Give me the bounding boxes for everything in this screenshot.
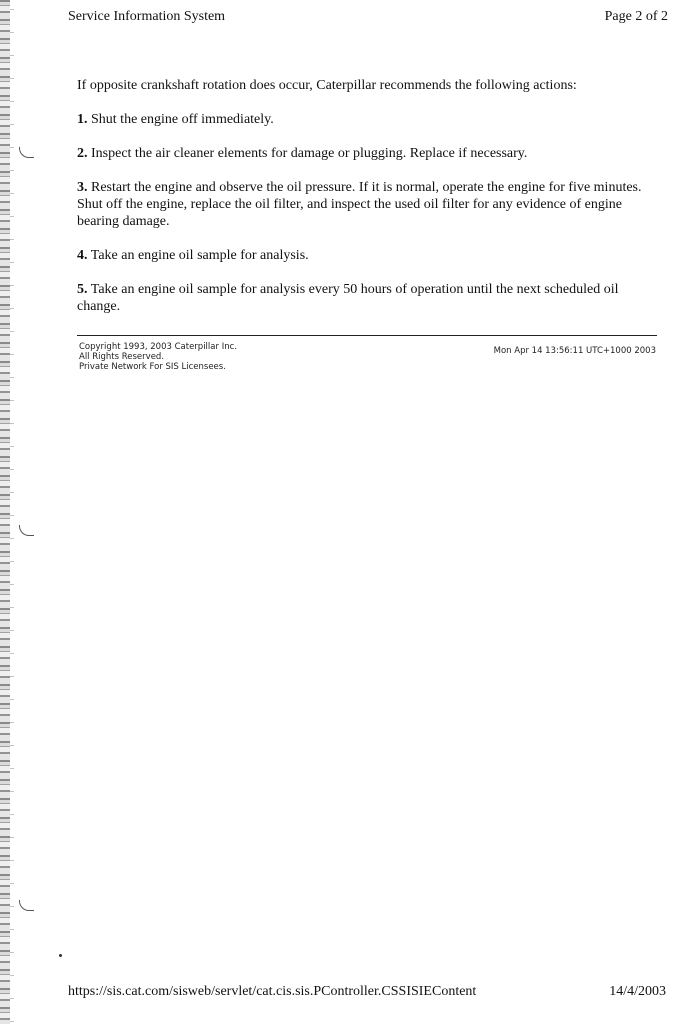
intro-paragraph: If opposite crankshaft rotation does occur, Caterpillar recommends the following actions:: [77, 78, 577, 93]
punch-hole-mark: [19, 525, 34, 536]
step-item: [77, 145, 662, 162]
section-divider: [77, 335, 657, 336]
copyright-line: Copyright 1993, 2003 Caterpillar Inc.: [79, 342, 237, 352]
footer-url: https://sis.cat.com/sisweb/servlet/cat.cis.sis.PController.CSSISIEContent: [68, 984, 477, 999]
step-item: [77, 111, 662, 128]
copyright-block: [79, 342, 237, 372]
step-text: Take an engine oil sample for analysis.: [90, 248, 309, 263]
step-item: [77, 247, 662, 264]
step-text: Take an engine oil sample for analysis every 50 hours of operation until the next scheduled oil change.: [77, 282, 619, 314]
step-item: [77, 179, 662, 230]
header-title: Service Information System: [68, 9, 226, 24]
step-number: 4.: [77, 248, 88, 263]
page-number: Page 2 of 2: [604, 9, 668, 24]
step-number: 3.: [77, 180, 88, 195]
step-number: 2.: [77, 146, 88, 161]
document-body: [77, 77, 662, 332]
print-timestamp: Mon Apr 14 13:56:11 UTC+1000 2003: [493, 346, 656, 356]
step-text: Inspect the air cleaner elements for damage or plugging. Replace if necessary.: [91, 146, 528, 161]
step-item: [77, 281, 662, 315]
scan-binding-edge-shadow: [10, 0, 14, 1024]
punch-hole-mark: [19, 900, 34, 911]
step-number: 5.: [77, 282, 88, 297]
step-text: Restart the engine and observe the oil pressure. If it is normal, operate the engine for five minutes. Shut off the engine, replace the oil filter, and inspect the used oil filter for any evidence of engine bearing damage.: [77, 180, 642, 229]
punch-hole-mark: [19, 147, 34, 158]
scan-binding-edge: [0, 0, 10, 1024]
scan-speck: [59, 954, 62, 957]
rights-line: All Rights Reserved.: [79, 352, 165, 362]
license-line: Private Network For SIS Licensees.: [79, 362, 226, 372]
step-text: Shut the engine off immediately.: [91, 112, 274, 127]
footer-date: 14/4/2003: [609, 984, 666, 999]
step-number: 1.: [77, 112, 88, 127]
